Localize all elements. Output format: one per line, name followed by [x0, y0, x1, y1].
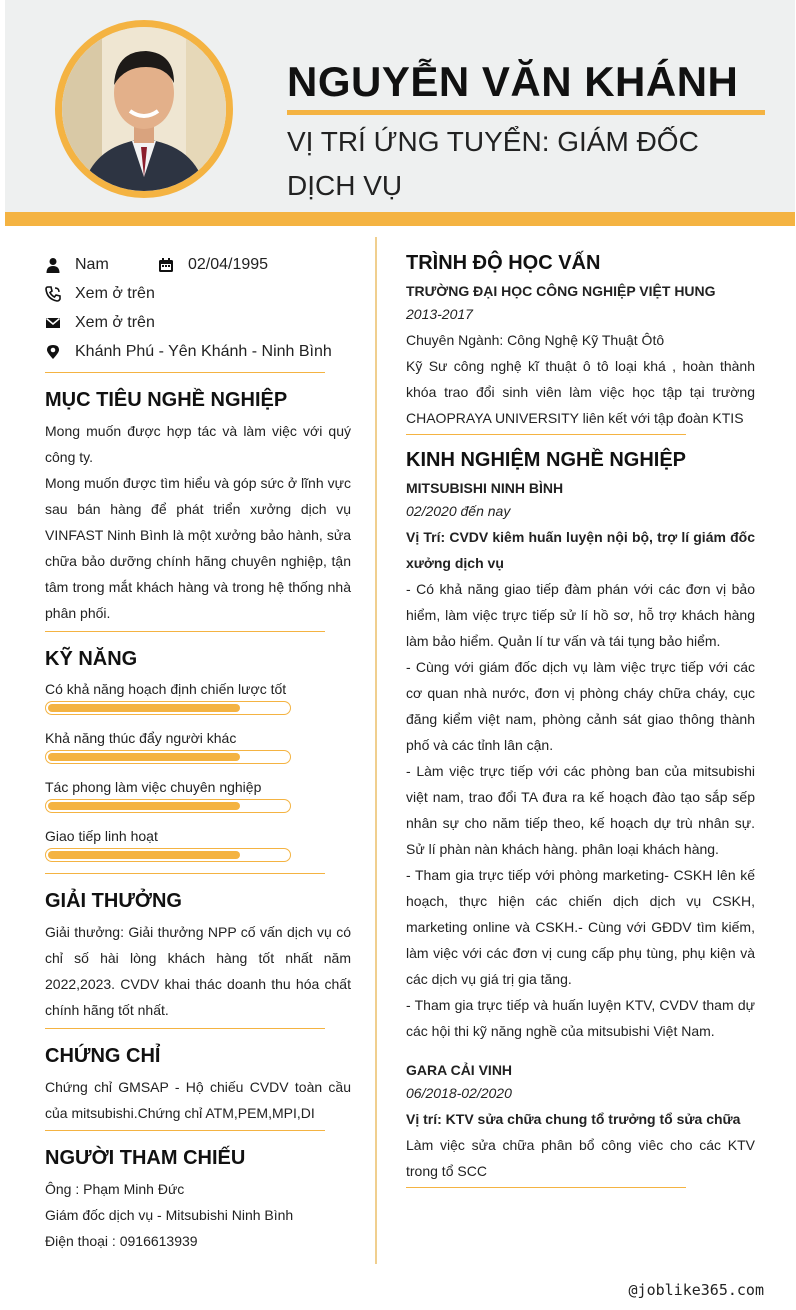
skill-label: Khả năng thúc đẩy người khác: [45, 730, 237, 746]
objective-text-2: Mong muốn được tìm hiểu và góp sức ở lĩnh vực sau bán hàng để phát triển xưởng dịch vụ VINFAST Ninh Bình là một xưởng bảo hành, sửa chữa bảo dưỡng chính hãng chuyên nghiệp, tận tâm trong mắt khách hàng và trong hệ thống nhà phân phối.: [45, 475, 351, 621]
education-major: Chuyên Ngành: Công Nghệ Kỹ Thuật Ôtô: [406, 332, 665, 348]
skill-label: Có khả năng hoạch định chiến lược tốt: [45, 681, 287, 697]
job-company: GARA CẢI VINH: [406, 1062, 513, 1078]
objective-text-1: Mong muốn được hợp tác và làm việc với quý công ty.: [45, 423, 351, 465]
section-divider: [406, 1187, 686, 1188]
awards-title: GIẢI THƯỞNG: [45, 890, 182, 912]
job-duty: - Tham gia trực tiếp với phòng marketing- CSKH lên kế hoạch, thực hiện các chiến dịch dịch vụ CSKH, marketing online và CSKH.- Cùng với GĐDV tìm kiếm, làm việc với các đơn vị cung cấp phụ tùng, phụ kiện và các dịch vụ giá trị gia tăng.: [406, 867, 755, 987]
section-divider: [45, 873, 325, 874]
education-title: TRÌNH ĐỘ HỌC VẤN: [406, 252, 601, 274]
profile-photo: [62, 27, 226, 191]
objective-title: MỤC TIÊU NGHỀ NGHIỆP: [45, 389, 288, 411]
job-period: 02/2020 đến nay: [406, 503, 511, 519]
gender-dob-row: [45, 250, 351, 279]
email-row: [45, 308, 351, 337]
column-divider: [375, 237, 377, 1264]
skill-level-bar: [45, 848, 291, 862]
phone-value: Xem ở trên: [75, 284, 155, 302]
skill-label: Giao tiếp linh hoạt: [45, 828, 158, 844]
job-period: 06/2018-02/2020: [406, 1085, 512, 1101]
reference-phone: Điện thoại : 0916613939: [45, 1233, 198, 1249]
job-duty: - Có khả năng giao tiếp đàm phán với các đơn vị bảo hiểm, làm việc trực tiếp sử lí hồ sơ, hỗ trợ khách hàng làm bảo hiểm. Quản lí tư vấn và tái tụng bảo hiểm.: [406, 581, 755, 649]
school-name: TRƯỜNG ĐẠI HỌC CÔNG NGHIỆP VIỆT HUNG: [406, 283, 716, 299]
job-duty: - Làm việc trực tiếp với các phòng ban của mitsubishi việt nam, trao đổi TA đưa ra kế hoạch đào tạo sắp sếp nhân sự cho năm tiếp theo, kế hoạch dự trù nhân sự. Sử lí phàn nàn khách hàng. phân loại khách hàng.: [406, 763, 755, 857]
skills-title: KỸ NĂNG: [45, 648, 138, 670]
education-desc: Kỹ Sư công nghệ kĩ thuật ô tô loại khá , hoàn thành khóa trao đổi sinh viên làm việc học tập tại trường CHAOPRAYA UNIVERSITY liên kết với tập đoàn KTIS: [406, 358, 755, 426]
experience-title: KINH NGHIỆM NGHỀ NGHIỆP: [406, 449, 687, 471]
certificates-title: CHỨNG CHỈ: [45, 1045, 161, 1067]
candidate-name: NGUYỄN VĂN KHÁNH: [287, 58, 739, 105]
address-row: [45, 337, 351, 366]
phone-row: [45, 279, 351, 308]
skill-level-fill: [48, 851, 240, 859]
education-period: 2013-2017: [406, 306, 473, 322]
email-value: Xem ở trên: [75, 313, 155, 331]
section-divider: [406, 434, 686, 435]
email-icon: [45, 315, 75, 331]
left-column: [45, 250, 351, 1254]
certificates-text: Chứng chỉ GMSAP - Hộ chiếu CVDV toàn cầu của mitsubishi.Chứng chỉ ATM,PEM,MPI,DI: [45, 1079, 351, 1121]
skills-list: [45, 677, 351, 862]
reference-role: Giám đốc dịch vụ - Mitsubishi Ninh Bình: [45, 1207, 294, 1223]
section-divider: [45, 1130, 325, 1131]
job-duty: Làm việc sửa chữa phân bổ công viêc cho các KTV trong tổ SCC: [406, 1137, 755, 1179]
desired-position: VỊ TRÍ ỨNG TUYỂN: GIÁM ĐỐC DỊCH VỤ: [287, 126, 699, 201]
section-divider: [45, 1028, 325, 1029]
skill-level-fill: [48, 753, 240, 761]
address-value: Khánh Phú - Yên Khánh - Ninh Bình: [75, 342, 332, 360]
header-accent-bar: [5, 212, 795, 226]
section-divider: [45, 372, 325, 373]
job-role: Vị Trí: CVDV kiêm huấn luyện nội bộ, trợ lí giám đốc xưởng dịch vụ: [406, 529, 755, 571]
footer-watermark: @joblike365.com: [628, 1281, 764, 1299]
dob-value: 02/04/1995: [188, 255, 269, 273]
awards-text: Giải thưởng: Giải thưởng NPP cố vấn dịch vụ có chỉ số hài lòng khách hàng tốt nhất năm 2022,2023. CVDV khai thác doanh thu hóa chất chính hãng tốt nhất.: [45, 924, 351, 1018]
job-role: Vị trí: KTV sửa chữa chung tổ trưởng tổ sửa chữa: [406, 1111, 741, 1127]
skill-label: Tác phong làm việc chuyên nghiệp: [45, 779, 262, 795]
skill-level-fill: [48, 704, 240, 712]
job-duty: - Cùng với giám đốc dịch vụ làm việc trực tiếp với các cơ quan nhà nước, đơn vị phòng cháy chữa cháy, cục đăng kiểm việt nam, phòng cảnh sát giao thông thành phố và các tỉnh lân cận.: [406, 659, 755, 753]
job-company: MITSUBISHI NINH BÌNH: [406, 480, 564, 496]
skill-level-bar: [45, 799, 291, 813]
gender-value: Nam: [75, 255, 109, 273]
reference-name: Ông : Phạm Minh Đức: [45, 1181, 185, 1197]
calendar-icon: [158, 257, 188, 273]
person-icon: [45, 257, 75, 273]
job-duty: - Tham gia trực tiếp và huấn luyện KTV, CVDV tham dự các hội thi kỹ năng nghề của mitsubishi Việt Nam.: [406, 997, 755, 1039]
phone-icon: [45, 286, 75, 302]
right-column: [406, 252, 755, 1188]
skill-level-bar: [45, 750, 291, 764]
location-pin-icon: [45, 344, 75, 360]
skill-level-fill: [48, 802, 240, 810]
skill-level-bar: [45, 701, 291, 715]
avatar: [55, 20, 233, 198]
references-title: NGƯỜI THAM CHIẾU: [45, 1147, 246, 1169]
name-underline: [287, 110, 765, 115]
section-divider: [45, 631, 325, 632]
